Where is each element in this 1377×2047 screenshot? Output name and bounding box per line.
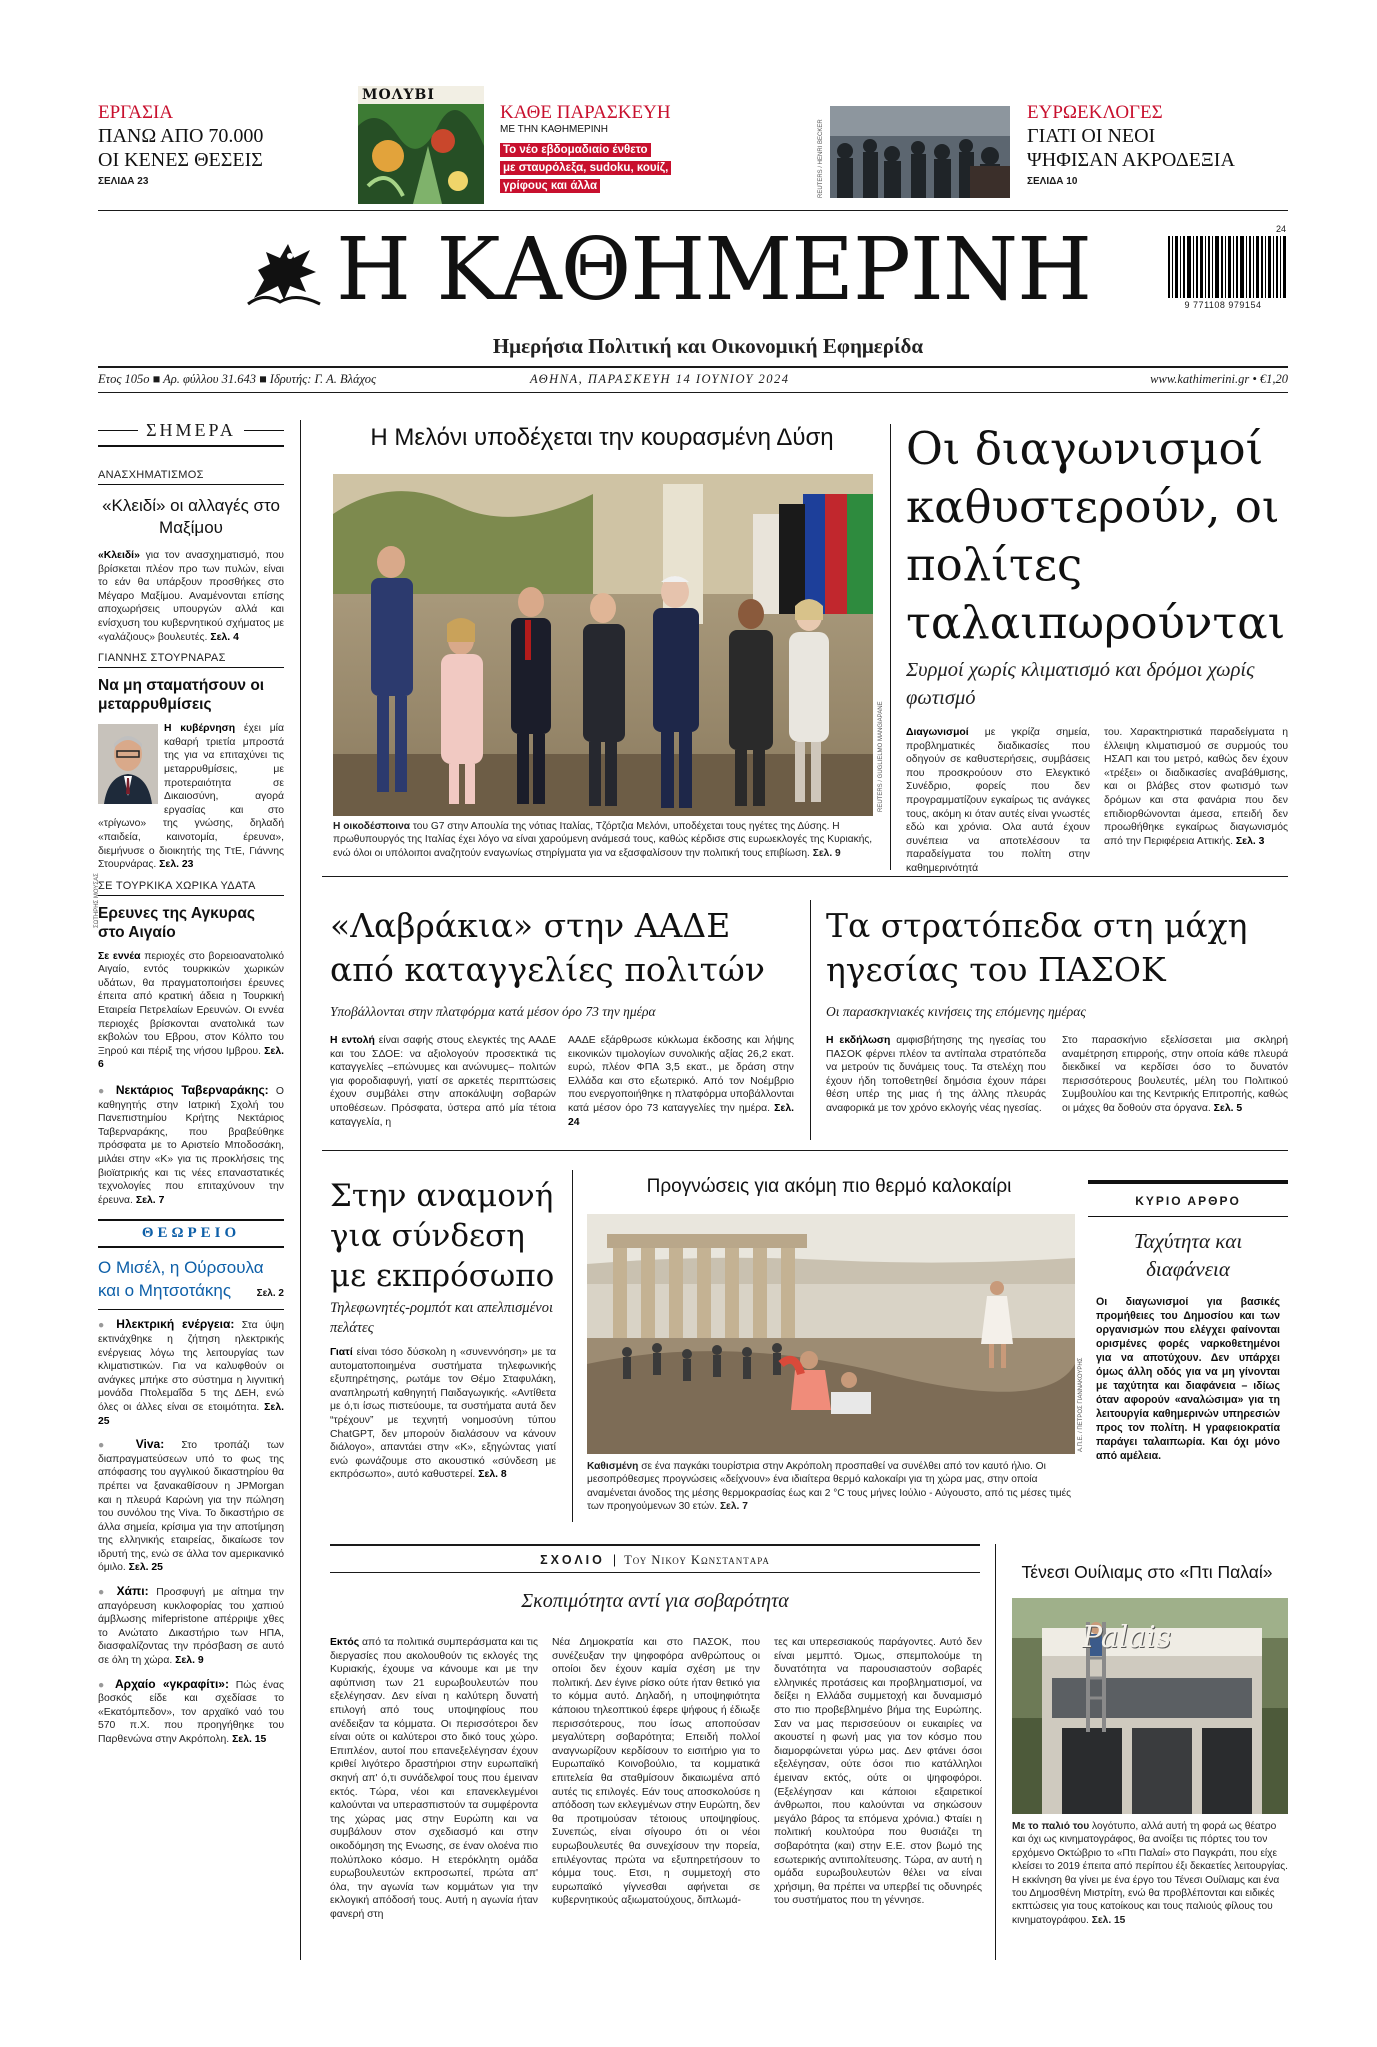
story-kicker: ΓΙΑΝΝΗΣ ΣΤΟΥΡΝΑΡΑΣ [98,652,226,665]
teaser-molyvi-promo [500,141,740,195]
heat-head[interactable]: Προγνώσεις για ακόμη πιο θερμό καλοκαίρι [646,1176,1012,1197]
pti-palai-photo[interactable] [1012,1598,1288,1814]
aade-col2-text: ΑΑΔΕ εξάρθρωσε κύκλωμα έκδοσης και λήψης εικονικών τιμολογίων συνολικής αξίας 26,2 εκατ. ευρώ, πλέον ΦΠΑ 3,5 εκατ., με δράση στην Ελλάδα και στο εξωτερικό. Από τον Νοέμβριο που ενεργοποιήθηκε η πλατφόρμα υποβάλλονται κατά μέσον όρο 73 καταγγελίες την ημέρα. [568,1035,794,1114]
acropolis-photo-credit: Α.Π.Ε. / ΠΕΤΡΟΣ ΓΙΑΝΝΑΚΟΥΡΗΣ [1078,1357,1084,1452]
brief-text: Πώς ένας βοσκός είδε και σχεδίασε το «Εκατόμπεδον», τον αρχαϊκό ναό του 570 π.Χ. που προηγήθηκε του Παρθενώνα στην Ακρόπολη. [98,1679,284,1745]
comment-col3-text: τες και υπερεσιακούς παράγοντες. Αυτό δεν είναι μεμπτό. Όμως, σπεμπολούμε τη δυνατότητα να παρουσιαστούν σοβαρές ελληνικές προτάσεις και προβληματισμοί, να δείξει η Ελλάδα συμμετοχή και δυναμισμό στο πιο προβεβλημένο βήμα της Ευρώπης. Σαν να μας περισσεύουν οι ευκαιρίες να ακουστεί η φωνή μας για τον κόσμο που διαμορφώνεται γύρω μας. Δεν φτάνει όσοι εξελέγησαν, ούτε όσοι πιο κατάλληλοι έμειναν εκτός, ούτε οι ψηφοφόροι. (Εξελέγησαν και κάποιοι εξαιρετικοί άνθρωποι, που καλούνται να σηκώσουν μεγάλο βάρος τα επόμενα χρόνια.) Φταίει η πολιτική κουλτούρα που θυσιάζει τη σοβαρότητα (και) στην Ε.Ε. στον βωμό της εσωτερικής αντιπολίτευσης. Τώρα, αν αυτή η ομάδα ευρωβουλευτών θέλει να είναι χρήσιμη, θα πρέπει να υπερβεί τις οδυνηρές του συστήματος που τη γέννησε. [774,1637,982,1907]
anamoni-text: είναι τόσο δύσκολη η «συνεννόηση» με τα αυτοματοποιημένα συστήματα τηλεφωνικής εξυπηρέτησης, ρωτάμε τον Θέμο Σταφυλάκη, αναπληρωτή καθηγητή Παιδαγωγικής. «Αντίθετα με ό,τι ίσως πιστεύουμε, τα συστήματα αυτά δεν “τρέχουν” με τεχνητή νοημοσύνη τύπου ChatGPT, δεν μπορούν διαλάσουν να κάνουν διάλογο», απαντάει στην «Κ», εξηγώντας γιατί ενώ φωνάζουμε στο ακουστικό «σύνδεση με εκπρόσωπο», αυτό καθυστερεί. [330,1347,556,1481]
lead-lead: Διαγωνισμοί [906,727,969,738]
brief-page: Σελ. 25 [128,1562,163,1574]
pasok-col2-text: Στο παρασκήνιο εξελίσσεται μια σκληρή αναμέτρηση επιρροής, στην οποία κάθε πλευρά διεκδικεί να κερδίσει όσο το δυνατόν περισσότερους βουλευτές, μέλη του Πολιτικού Συμβουλίου και της Κεντρικής Επιτροπής, καθώς οι μάχες θα δοθούν στα όργανα. [1062,1035,1288,1114]
dateline-date: ΑΘΗΝΑ, ΠΑΡΑΣΚΕΥΗ 14 ΙΟΥΝΙΟΥ 2024 [530,372,790,386]
theorio-label: ΘΕΩΡΕΙΟ [98,1221,284,1248]
teaser-molyvi-promo-line1: Το νέο εβδομαδιαίο ένθετο [500,143,651,157]
pasok-col1-text: αμφισβήτησης της ηγεσίας του ΠΑΣΟΚ φέρνει πλέον τα αντίπαλα στρατόπεδα να μετρούν τις δυνάμεις τους. Τα στελέχη που έχουν ήδη τοποθετηθεί δημόσια έχουν πάρει θέση υπέρ της μιας ή της άλλης πλευράς αναφορικά με τον χρόνο εκλογής νέας ηγεσίας. [826,1035,1046,1114]
today-label: ΣΗΜΕΡΑ [146,420,236,440]
pti-palai-caption [1012,1820,1288,1927]
teaser-molyvi-sub: ΜΕ ΤΗΝ ΚΑΘΗΜΕΡΙΝΗ [500,124,608,135]
acropolis-caption-page: Σελ. 7 [719,1501,748,1513]
editorial-title: Ταχύτητα και διαφάνεια [1133,1229,1243,1281]
barcode-issue: 24 [1276,224,1287,234]
teaser-labour[interactable] [98,102,338,187]
g7-leaders-scene [333,474,873,816]
story-text: περιοχές στο βορειοανατολικό Αιγαίο, εντός τουρκικών χωρικών υδάτων, θα πραγματοποιήσει έρευνες έπειτα από κρατική άδεια η Τουρκική Εταιρεία Πετρελαίων Ερευνών. Οι εννέα περιοχές βρίσκονται ανατολικά των εκβολών του Εβρου, στον Κόλπο του Ξηρού και πέριξ της νήσου Ιμβρου. [98,950,284,1057]
brief-page: Σελ. 9 [175,1655,204,1667]
sidebar-brief-electricity[interactable] [98,1318,284,1428]
bullet-icon: ● [98,1587,110,1599]
comment-col2 [552,1636,760,1908]
kicker-rule [98,667,284,668]
sidebar-brief-graffiti[interactable] [98,1678,284,1747]
anamoni-body [330,1346,556,1482]
story-page: Σελ. 6 [98,1045,285,1071]
story-text: Ο καθηγητής στην Ιατρική Σχολή του Πανεπιστημίου Κρήτης Νεκτάριος Ταβερναράκης, που βραβεύθηκε πρόσφατα με το Αριστείο Μποδοσάκη, μιλάει στην «Κ» για τις προκλήσεις της βιοϊατρικής και τις νέες επαναστατικές τεχνολογίες που επιταχύνουν την έρευνα. [98,1086,284,1206]
pasok-page: Σελ. 5 [1213,1102,1243,1114]
comment-header [330,1552,980,1568]
theorio-rule [98,1309,284,1310]
teaser-molyvi-kicker: ΚΑΘΕ ΠΑΡΑΣΚΕΥΗ [500,102,671,123]
teaser-labour-head-line1: ΠΑΝΩ ΑΠΟ 70.000 [98,125,264,147]
sidebar-brief-pill[interactable] [98,1585,284,1668]
teaser-labour-head-line2: ΟΙ ΚΕΝΕΣ ΘΕΣΕΙΣ [98,149,263,171]
comment-col1-text: από τα πολιτικά συμπεράσματα και τις διεργασίες που ακολουθούν τις εκλογές της Κυριακής, έχουμε να κάνουμε και με την αφύπνιση των 21 ευρωβουλευτών που εξελέγησαν. Δεν είναι η καλύτερη δυνατή επιλογή από τους υποψηφίους που ανέδειξαν τα κόμματα. Οι περισσότεροι δεν είναι ούτε οι καλύτεροι στο δικό τους χώρο. Επιπλέον, αυτοί που επανεξελέγησαν έχουν κριθεί λιγότερο δραστήριοι στην ευρωπαϊκή σκηνή απ' ό,τι συνάδελφοί τους που έμειναν εκτός. Τώρα, νέοι και επανεκλεγμένοι καλούνται να υπερασπιστούν τα συμφέροντα της χώρας μας στην Ευρώπη και να συμβάλουν στον σχεδιασμό και στην οικοδόμηση της Ενωσης, σε έναν ολοένα πιο πολύπλοκο κόσμο. Η ετερόκλητη ομάδα ευρωβουλευτών εκπροσωπεί, πρώτα απ' όλα, την αγωνία των κομμάτων για την εκλογική απόδοσή τους. Αυτή η αγωνία ήταν φανερή στη [330,1637,538,1920]
brief-lead: Αρχαίο «γκραφίτι»: [114,1676,229,1691]
story-body [98,950,284,1072]
aade-col2 [568,1034,794,1129]
brief-lead: Ηλεκτρική ενέργεια: [116,1317,235,1332]
aade-page: Σελ. 24 [568,1102,794,1128]
bullet-icon: ● [98,1320,109,1332]
lead-col1-text: με γκρίζα σημεία, προβληματικές διαδικασίες που οδηγούν σε καθυστερήσεις, συμβάσεις που προσκρούουν στο Ελεγκτικό Συνέδριο, φορείς που δεν προγραμματίζουν εγκαίρως τις ανάγκες τους, ακόμη κι όταν αυτές είναι γνωστές εδώ και χρόνια. Ολα αυτά έχουν συνέπεια να αποτελέσουν τα παραδείγματα του πολίτη στην καθημερινότητά [906,727,1090,874]
stournaras-photo-credit: ΣΩΤΗΡΗΣ ΜΟΥΣΑΣ [94,873,100,928]
comment-lead: Εκτός [330,1637,360,1648]
sidebar-story-stournaras[interactable] [98,652,284,872]
g7-photo-credit: REUTERS / GUGLIELMO MANGIAPANE [878,701,884,812]
comment-header-rule [330,1572,980,1573]
story-head: Να μη σταματήσουν οι μεταρρυθμίσεις [98,677,265,714]
barcode-digits: 9 771108 979154 [1184,300,1262,310]
comment-col2-text: Νέα Δημοκρατία και στο ΠΑΣΟΚ, που συνέζευξαν την ψηφοφόρα ανθρώπους οι οποίοι δεν έχουν καμία σχέση με την πολιτική. Δεν έγινε ρίσκο ούτε ήταν θετικό για το κόμμα αυτό. Δηλαδή, η υποψηφιότητα κάποιου τηλεοπτικού έφερε ψήφους ή έδιωξε περισσότερους, που ίσως αποπούσαν μεγαλύτερη σοβαρότητα; Επειδή πολλοί αναγνωρίζουν κερδίσουν το εισιτήριο για το Ευρωπαϊκό Κοινοβούλιο, τα κομματικά επιτελεία θα σταθμίσουν δικαιωμένα από αυτές τις επιλογές. Εάν τους αποσκολούσε η απόδοση των εκλεγμένων στην Ευρώπη, δεν θα προτιμούσαν τέτοιους υποψηφίους. Συνεπώς, είναι σίγουρο ότι οι νέοι ευρωβουλευτές θα συνεχίσουν την πορεία, επιλέγοντας πρώτα να εξυπηρετήσουν το κόμμα τους. Ετσι, η συμμετοχή στο ευρωπαϊκό γίγνεσθαι αφήνεται σε κυβερνητικούς αξιωματούχους, διπλωμά- [552,1637,760,1907]
editorial-box[interactable] [1088,1180,1288,1463]
euroelections-photo[interactable] [830,106,1010,198]
lead-col1 [906,726,1090,876]
pasok-sub: Οι παρασκηνιακές κινήσεις της επόμενης ημέρας [826,1004,1086,1019]
anamoni-sub: Τηλεφωνητές-ρομπότ και απελπισμένοι πελάτες [330,1300,554,1336]
story-kicker: ΑΝΑΣΧΗΜΑΤΙΣΜΟΣ [98,469,204,481]
comment-col1 [330,1636,538,1921]
g7-caption-lead: Η οικοδέσποινα [333,821,411,832]
acropolis-scene [587,1214,1075,1454]
lead-head[interactable]: Οι διαγωνισμοί καθυστερούν, οι πολίτες ταλαιπωρούνται [906,422,1286,649]
lead-sub: Συρμοί χωρίς κλιματισμό και δρόμοι χωρίς φωτισμό [906,659,1255,709]
molyvi-title: ΜΟΛΥΒΙ [362,87,435,103]
bullet-icon: ● [98,1086,109,1098]
top-divider [98,210,1288,211]
kicker-rule [98,484,284,485]
anamoni-head[interactable]: Στην αναμονή για σύνδεση με εκπρόσωπο [330,1178,555,1294]
theorio-box[interactable] [98,1219,284,1310]
acropolis-photo[interactable] [587,1214,1075,1454]
pasok-col2 [1062,1034,1288,1116]
lead-col2-text: του. Χαρακτηριστικά παραδείγματα η έλλειψη κλιματισμού σε συρμούς του ΗΣΑΠ και του μετρό, καθώς δεν έχουν «τρέξει» οι διαδικασίες αναβάθμισης, και οι βλάβες στον φωτισμό των δρόμων και στα φανάρια που δεν επιδιορθώνονται άμεσα, επειδή δεν προωθήθηκε εγκαίρως διαγωνισμός από την Περιφέρεια Αττικής. [1104,727,1288,847]
barcode-icon [1168,236,1286,298]
meloni-head[interactable]: Η Μελόνι υποδέχεται την κουρασμένη Δύση [370,424,834,451]
brief-lead: Χάπι: [116,1584,149,1599]
sidebar [98,420,284,1747]
teaser-euroelections-head [1027,124,1287,172]
aade-sub: Υποβάλλονται στην πλατφόρμα κατά μέσον όρο 73 την ημέρα [330,1004,656,1019]
story-head: «Κλειδί» οι αλλαγές στο Μαξίμου [102,496,280,537]
story-body-wrap [98,722,284,872]
sidebar-divider [300,420,301,1960]
story-page: Σελ. 4 [210,631,239,643]
story-head: Ερευνες της Αγκυρας στο Αιγαίο [98,904,255,941]
dateline-bottom-rule [98,392,1288,393]
story-lead: Η κυβέρνηση [164,723,236,735]
today-underline [98,445,284,447]
teaser-molyvi[interactable] [500,102,740,195]
teaser-labour-page: ΣΕΛΙΔΑ 23 [98,176,149,187]
story-page: Σελ. 7 [135,1194,165,1206]
lead-page: Σελ. 3 [1235,835,1265,847]
acropolis-caption-lead: Καθισμένη [587,1461,639,1472]
g7-caption [333,820,873,860]
editorial-label: ΚΥΡΙΟ ΑΡΘΡΟ [1088,1184,1288,1217]
g7-caption-text: του G7 στην Απουλία της νότιας Ιταλίας, Τζόρτζια Μελόνι, υποδέχεται τους ηγέτες της Δύσης. Η πρωθυπουργός της Ιταλίας έχει λόγο να είναι χαρούμενη ανάμεσά τους, καθώς κέρδισε στις ευρωεκλογές της Κυριακής, ενώ όλοι οι υπόλοιποι αναζητούν εναγωνίως στηρίγματα για να εξασφαλίσουν την πολιτική τους επιβίωση. [333,821,873,859]
brief-page: Σελ. 25 [98,1401,284,1427]
sidebar-brief-viva[interactable] [98,1438,284,1575]
pti-palai-caption-page: Σελ. 15 [1091,1914,1126,1926]
teaser-euroelections-page: ΣΕΛΙΔΑ 10 [1027,176,1078,187]
teaser-molyvi-promo-line3: γρίφους και άλλα [500,179,600,193]
anamoni-page: Σελ. 8 [478,1469,507,1481]
teaser-labour-kicker: ΕΡΓΑΣΙΑ [98,102,174,123]
row2-divider [322,876,1288,877]
story-text: έχει μία καθαρή τριετία μπροστά της για να επιταχύνει τις μεταρρυθμίσεις, με προτεραιότητα σε Δικαιοσύνη, αγορά εργασίας και στο «τρίγωνο» της γνώσης, δηλαδή «παιδεία, καινοτομία, έρευνα», διεμήνυσε ο διοικητής της ΤτΕ, Γιάννης Στουρνάρας. [98,723,284,871]
dateline-issue: Ετος 105ο ■ Αρ. φύλλου 31.643 ■ Ιδρυτής: Γ. Α. Βλάχος [98,372,377,386]
bullet-icon: ● [98,1679,109,1691]
acropolis-caption [587,1460,1075,1514]
brief-page: Σελ. 15 [232,1734,267,1745]
williams-divider [995,1544,996,1960]
comment-col3 [774,1636,982,1908]
teaser-euroelections-kicker: ΕΥΡΩΕΚΛΟΓΕΣ [1027,102,1163,123]
comment-separator: | [612,1553,617,1567]
acropolis-caption-text: σε ένα παγκάκι τουρίστρια στην Ακρόπολη προσπαθεί να συνέλθει από τον καυτό ήλιο. Οι μεσοπρόθεσμες προγνώσεις «δείχνουν» ένα ιδιαίτερα θερμό καλοκαίρι για τη χώρα μας, στην οποία αναμένεται άνοδος της μέσης θερμοκρασίας έως και 2 °C τους μήνες Ιούλιο - Αύγουστο, από τις μέσες τιμές των προηγούμενων 30 ετών. [587,1461,1072,1513]
sidebar-story-aegean[interactable] [98,880,284,1072]
williams-head[interactable]: Τένεσι Ουίλιαμς στο «Πτι Παλαί» [1021,1562,1273,1582]
g7-leaders-photo[interactable] [333,474,873,816]
editorial-text: Οι διαγωνισμοί για βασικές προμήθειες του Δημοσίου και των οργανισμών που ελέγχει φαίνονται ορισμένες φορές ναρκοθετημένοι για να αποτύχουν. Δεν υπάρχει όμως άλλη οδός για να μη γίνονται με ταχύτητα και διαφάνεια – ιδίως όταν αφορούν «αναλώσιμα» για τη λειτουργία καθημερινών υπηρεσιών προς τον πολίτη. Η γραφειοκρατία παράγει ταλαιπωρία. Και όχι μόνο από αμέλεια. [1096,1296,1280,1462]
sidebar-story-tavernarakis[interactable] [98,1084,284,1207]
brief-lead: Viva: [135,1437,165,1452]
g7-caption-page: Σελ. 9 [812,847,841,859]
teaser-labour-head [98,124,338,172]
brief-body [98,1678,284,1747]
dateline-top-rule [98,366,1288,368]
aade-head[interactable]: «Λαβράκια» στην ΑΑΔΕ από καταγγελίες πολιτών [330,906,765,989]
sidebar-story-reshuffle[interactable] [98,469,284,644]
theorio-head: Ο Μισέλ, η Ούρσουλα και ο Μητσοτάκης [98,1258,264,1301]
pasok-col1 [826,1034,1046,1116]
euroelections-photo-art [830,106,1010,198]
euroelections-photo-credit: REUTERS / HENRI BECKER [818,119,824,198]
lead-col2 [1104,726,1288,848]
today-rule-left [98,430,138,431]
pasok-head[interactable]: Τα στρατόπεδα στη μάχη ηγεσίας του ΠΑΣΟΚ [826,906,1248,989]
story-kicker: ΣΕ ΤΟΥΡΚΙΚΑ ΧΩΡΙΚΑ ΥΔΑΤΑ [98,879,256,892]
teaser-euroelections[interactable] [1027,102,1287,187]
today-rule-right [244,430,284,431]
story-body [98,1084,284,1207]
aade-pasok-divider [810,900,811,1140]
dateline-website[interactable]: www.kathimerini.gr • €1,20 [1150,372,1288,386]
story-page: Σελ. 23 [159,859,194,871]
story-lead: «Κλειδί» [98,550,140,561]
brief-body [98,1318,284,1428]
anamoni-lead: Γιατί [330,1347,353,1358]
story-lead: Σε εννέα [98,950,141,962]
teaser-euroelections-head-line1: ΓΙΑΤΙ ΟΙ ΝΕΟΙ [1027,125,1156,147]
aade-lead: Η εντολή [330,1035,375,1046]
brief-body [98,1585,284,1668]
anamoni-divider [572,1170,573,1522]
stournaras-portrait [98,724,158,804]
pti-palai-sign: Palais [1082,1620,1172,1655]
pti-palai-caption-text: λογότυπο, αλλά αυτή τη φορά ως θέατρο και όχι ως κινηματογράφος, θα ανοίξει τις πόρτες του τον ερχόμενο Οκτώβριο το «Πτι Παλαί» στο Παγκράτι, που είχε κλείσει το 2019 έπειτα από περίπου έξι δεκαετίες λειτουργίας. Η εκκίνηση θα γίνει με ένα έργο του Τένεσι Ουίλιαμς και ένα του Δημοσθένη Μιστρίτη, ενώ θα προβλέπονται και ειδικές εκπτώσεις για τους κατοίκους και τους παλιούς φίλους του κινηματογράφου. [1012,1821,1288,1926]
aade-col1 [330,1034,556,1129]
brief-text: Προσφυγή με αίτημα την απαγόρευση κυκλοφορίας του χαπιού άμβλωσης mifepristone απέρριψε χθες το Ανώτατο Δικαστήριο των ΗΠΑ, διασφαλίζοντας την πρόσβαση σε αυτό σε όλη τη χώρα. [98,1587,284,1667]
molyvi-cover[interactable] [358,86,484,204]
row3-divider [322,1150,1288,1151]
story-text: για τον ανασχηματισμό, που βρίσκεται πλέον προ των πυλών, είναι το εάν θα υπάρξουν προσθήκες στο Μέγαρο Μαξίμου. Αναμένονται επίσης αποχωρήσεις υπουργών αλλά και ενίσχυση του κυβερνητικού σχήματος με «γαλάζιους» βουλευτές. [98,550,284,643]
griffin-logo-icon [244,230,324,310]
lead-divider [890,424,891,870]
comment-title[interactable]: Σκοπιμότητα αντί για σοβαρότητα [521,1590,789,1612]
comment-top-rule [330,1544,980,1546]
brief-text: Στο τροπάζι των διαπραγματεύσεων υπό το φως της απόφασης του αγγλικού δικαστηρίου θα πρέπει να ξανακαθίσουν η JPMorgan και η πλευρά Καρώνη για την πώληση του συνόλου της Viva. Το δικαστήριο σε άλλα σημεία, κρίσιμα για την αποτίμηση της ελληνικής εταιρείας, δικαίωσε τον ιδρυτή της, ενώ σε άλλα τον αμερικανικό όμιλο. [98,1440,285,1574]
comment-author: Του Νικου Κωνσταντaρα [624,1553,770,1567]
comment-label: ΣΧΟΛΙΟ [540,1553,605,1567]
teaser-molyvi-promo-line2: με σταυρόλεξα, sudoku, κουίζ, [500,161,671,175]
theorio-page: Σελ. 2 [256,1288,284,1300]
masthead-title[interactable]: Η ΚΑΘΗΜΕΡΙΝΗ [336,220,1092,320]
aade-col1-text: είναι σαφής στους ελεγκτές της ΑΑΔΕ και του ΣΔΟΕ: να αξιολογούν προσεκτικά τις καταγγελίες –επώνυμες και ανώνυμες– πολιτών για φοροδιαφυγή, γιατί σε αρκετές περιπτώσεις έχουν συμβάλει στην αποκάλυψη σοβαρών υποθέσεων. Πρόσφατα, ύστερα από μία τέτοια καταγγελία, η [330,1035,556,1128]
brief-body [98,1438,284,1575]
pasok-lead: Η εκδήλωση [826,1035,891,1046]
masthead-subtitle: Ημερήσια Πολιτική και Οικονομική Εφημερίδα [492,334,924,358]
teaser-euroelections-head-line2: ΨΗΦΙΣΑΝ ΑΚΡΟΔΕΞΙΑ [1027,149,1235,171]
sidebar-today-header [98,420,284,441]
brief-text: Στα ύψη εκτινάχθηκε η ζήτηση ηλεκτρικής ενέργειας λόγω της λειτουργίας των κλιματιστικών. Για να καλυφθούν οι ανάγκες μπήκε στο σύστημα η λιγνιτική μονάδα Πτολεμαΐδα 5 της ΔΕΗ, ενώ όλες οι άλλες είναι σε ετοιμότητα. [98,1320,284,1413]
story-body [98,549,284,644]
bullet-icon: ● [98,1440,119,1452]
pti-palai-caption-lead: Με το παλιό του [1012,1821,1090,1832]
molyvi-cover-art [358,86,484,204]
story-lead: Νεκτάριος Ταβερναράκης: [115,1083,269,1098]
kicker-rule [98,895,284,896]
stournaras-photo [98,724,158,804]
